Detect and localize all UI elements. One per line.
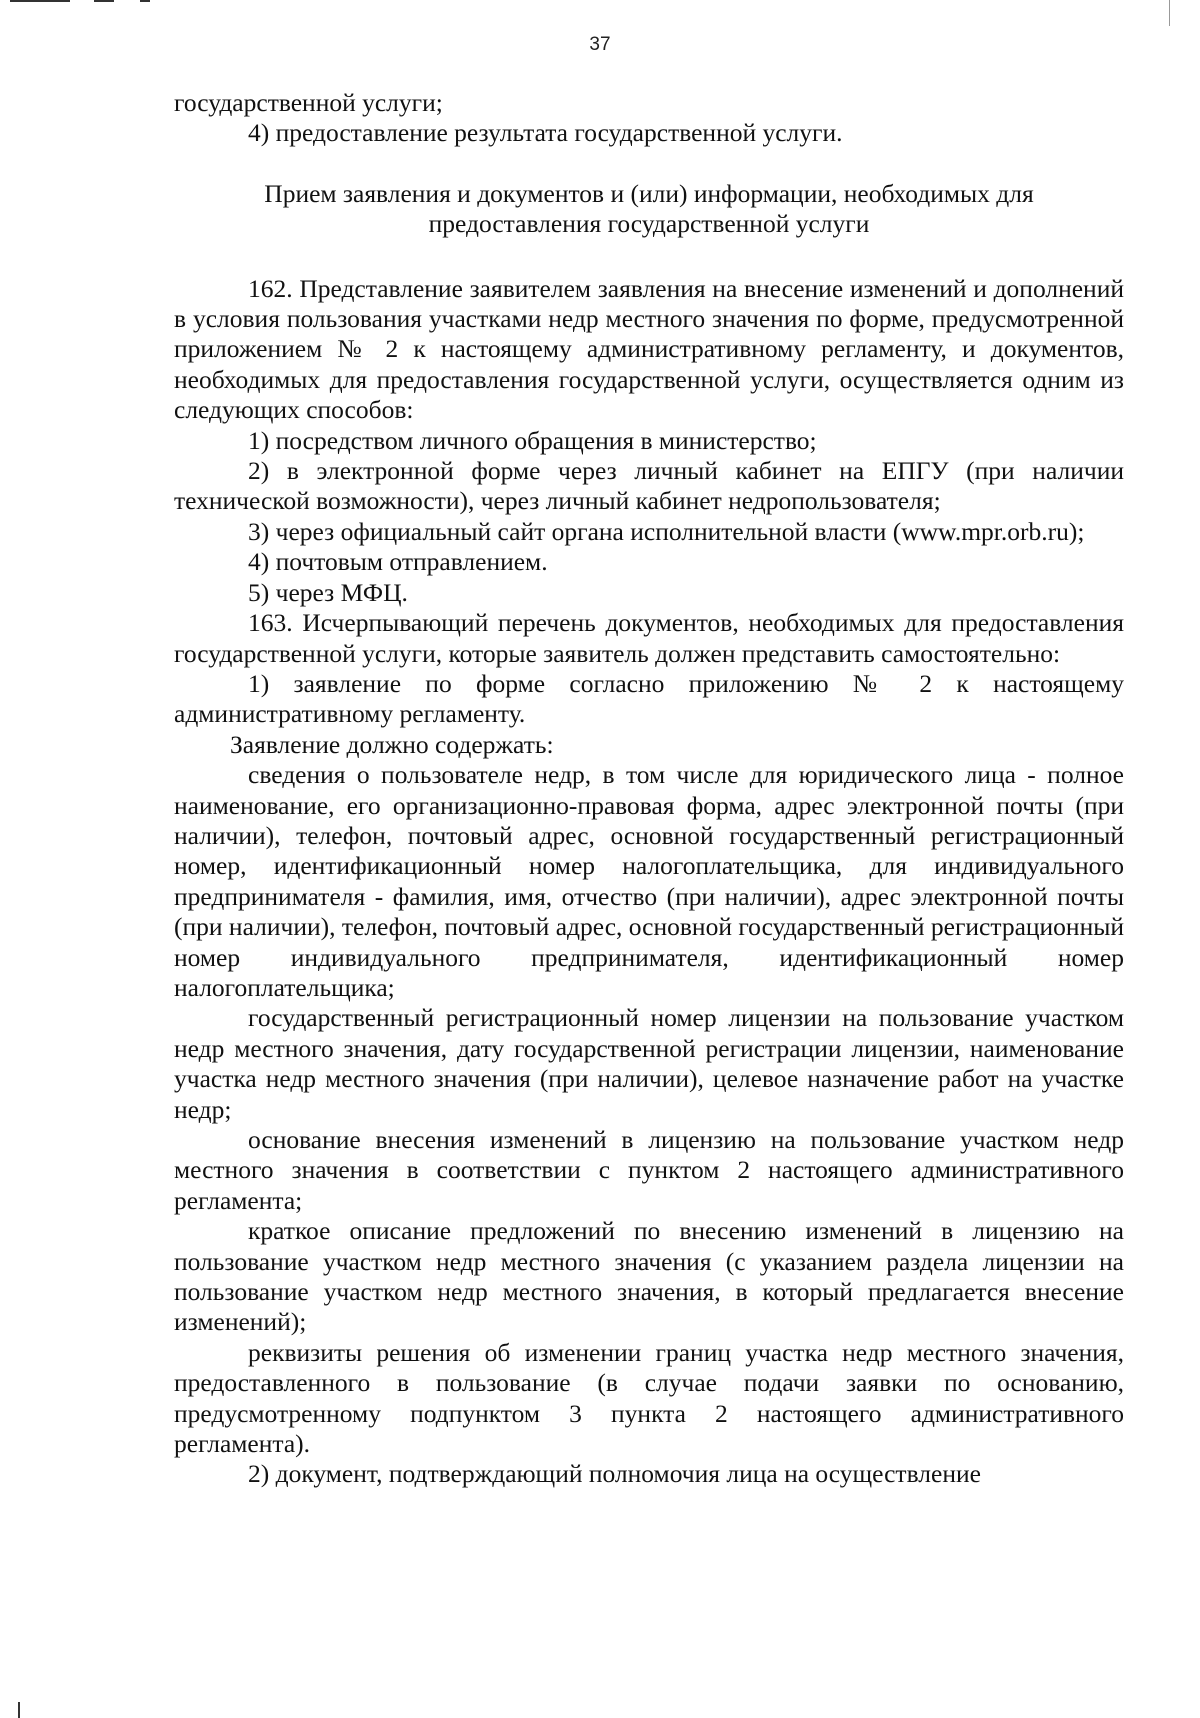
spacer bbox=[174, 149, 1124, 179]
list-item: 2) в электронной форме через личный кабинет на ЕПГУ (при наличии технической возможности), через личный кабинет недропользователя; bbox=[174, 456, 1124, 516]
paragraph-162: 162. Представление заявителем заявления на внесение изменений и дополнений в условия пользования участками недр местного значения по форме, предусмотренной приложением № 2 к настоящему административному регламенту, и документов, необходимых для предоставления государственной услуги, осуществляется одним из следующих способов: bbox=[174, 273, 1124, 425]
paragraph: государственной услуги; bbox=[174, 88, 443, 117]
list-item: 3) через официальный сайт органа исполнительной власти (www.mpr.orb.ru); bbox=[248, 516, 1085, 546]
spacer bbox=[174, 240, 1124, 274]
page-number: 37 bbox=[589, 34, 611, 55]
document-body bbox=[174, 88, 1124, 1490]
paragraph: государственный регистрационный номер лицензии на пользование участком недр местного значения, дату государственной регистрации лицензии, наименование участка недр местного значения (при наличии), целевое назначение работ на участке недр; bbox=[174, 1003, 1124, 1124]
paragraph: основание внесения изменений в лицензию на пользование участком недр местного значения в соответствии с пунктом 2 настоящего административного регламента; bbox=[174, 1125, 1124, 1215]
scan-edge-mark bbox=[1169, 0, 1170, 26]
scan-edge-mark bbox=[140, 0, 150, 2]
scan-edge-mark bbox=[10, 0, 70, 2]
paragraph: краткое описание предложений по внесению изменений в лицензию на пользование участком недр местного значения (с указанием раздела лицензии на пользование участком недр местного значения, в который предлагается внесение изменений); bbox=[174, 1216, 1124, 1337]
list-item: 4) почтовым отправлением. bbox=[248, 547, 548, 577]
list-item: 1) заявление по форме согласно приложению № 2 к настоящему административному регламенту. bbox=[174, 668, 1124, 729]
scan-edge-mark bbox=[18, 1702, 20, 1718]
section-heading: Прием заявления и документов и (или) информации, необходимых для предоставления государственной услуги bbox=[264, 178, 1034, 239]
list-item: 1) посредством личного обращения в министерство; bbox=[248, 425, 817, 455]
paragraph: реквизиты решения об изменении границ участка недр местного значения, предоставленного в пользование (в случае подачи заявки по основанию, предусмотренному подпунктом 3 пункта 2 настоящего административного регламента). bbox=[174, 1337, 1124, 1459]
list-item: 5) через МФЦ. bbox=[248, 577, 408, 607]
scan-edge-mark bbox=[94, 0, 114, 2]
paragraph: 4) предоставление результата государственной услуги. bbox=[248, 118, 843, 148]
paragraph: сведения о пользователе недр, в том числе для юридического лица - полное наименование, его организационно-правовая форма, адрес электронной почты (при наличии), телефон, почтовый адрес, основной государственный регистрационный номер, идентификационный номер налогоплательщика, для индивидуального предпринимателя - фамилия, имя, отчество (при наличии), адрес электронной почты (при наличии), телефон, почтовый адрес, основной государственный регистрационный номер индивидуального предпринимателя, идентификационный номер налогоплательщика; bbox=[174, 760, 1124, 1002]
paragraph-163: 163. Исчерпывающий перечень документов, необходимых для предоставления государственной услуги, которые заявитель должен представить самостоятельно: bbox=[174, 608, 1124, 668]
paragraph: Заявление должно содержать: bbox=[230, 729, 554, 759]
list-item: 2) документ, подтверждающий полномочия лица на осуществление bbox=[248, 1459, 981, 1489]
